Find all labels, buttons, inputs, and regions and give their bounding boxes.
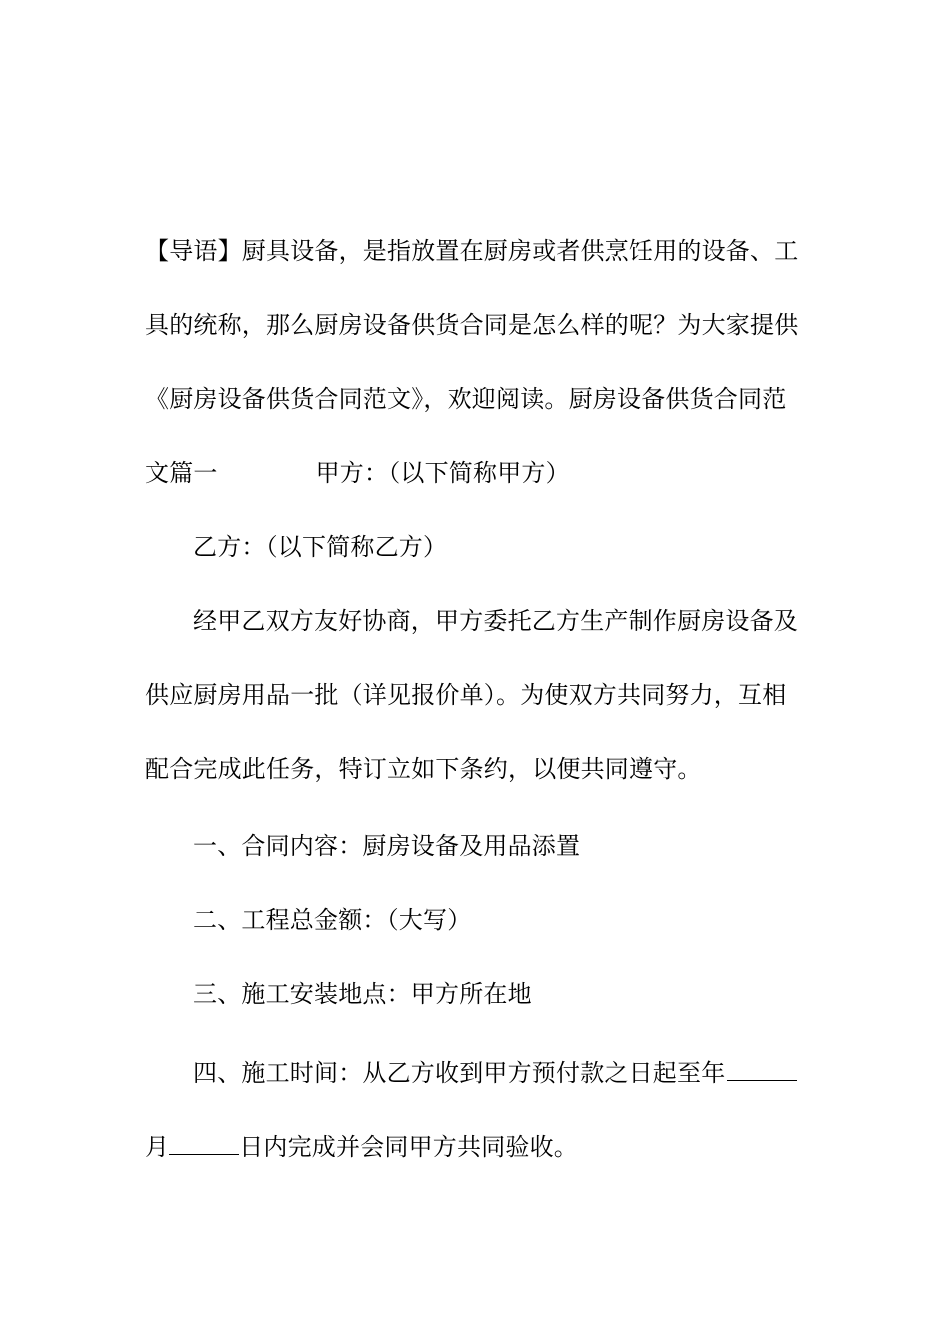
intro-line-1: 【导语】厨具设备，是指放置在厨房或者供烹饪用的设备、工 [145,237,799,265]
intro-paragraph-line-2: 供应厨房用品一批（详见报价单）。为使双方共同努力，互相 [145,681,787,709]
intro-line-4 [145,458,810,488]
clause-4-text-end: 日内完成并会同甲方共同验收。 [239,1133,579,1161]
clause-3: 三、施工安装地点：甲方所在地 [193,980,532,1008]
intro-paragraph-line-3: 配合完成此任务，特订立如下条约，以便共同遵守。 [145,755,702,783]
party-b-label: 乙方：（以下简称乙方） [193,533,448,561]
day-blank [169,1132,239,1155]
intro-line-3: 《厨房设备供货合同范文》，欢迎阅读。厨房设备供货合同范 [145,385,787,413]
intro-paragraph-line-1: 经甲乙双方友好协商，甲方委托乙方生产制作厨房设备及 [193,607,798,635]
year-blank [727,1058,797,1081]
clause-4-line-2 [145,1132,810,1162]
month-label: 月 [145,1133,170,1161]
section-title-tail: 文篇一 [145,459,218,487]
clause-4-text: 四、施工时间：从乙方收到甲方预付款之日起至年 [193,1059,726,1087]
intro-line-2: 具的统称，那么厨房设备供货合同是怎么样的呢？为大家提供 [145,311,799,339]
clause-4-line-1 [193,1058,858,1088]
clause-2: 二、工程总金额：（大写） [193,906,472,934]
party-a-label: 甲方：（以下简称甲方） [315,459,570,487]
clause-1: 一、合同内容：厨房设备及用品添置 [193,832,581,860]
